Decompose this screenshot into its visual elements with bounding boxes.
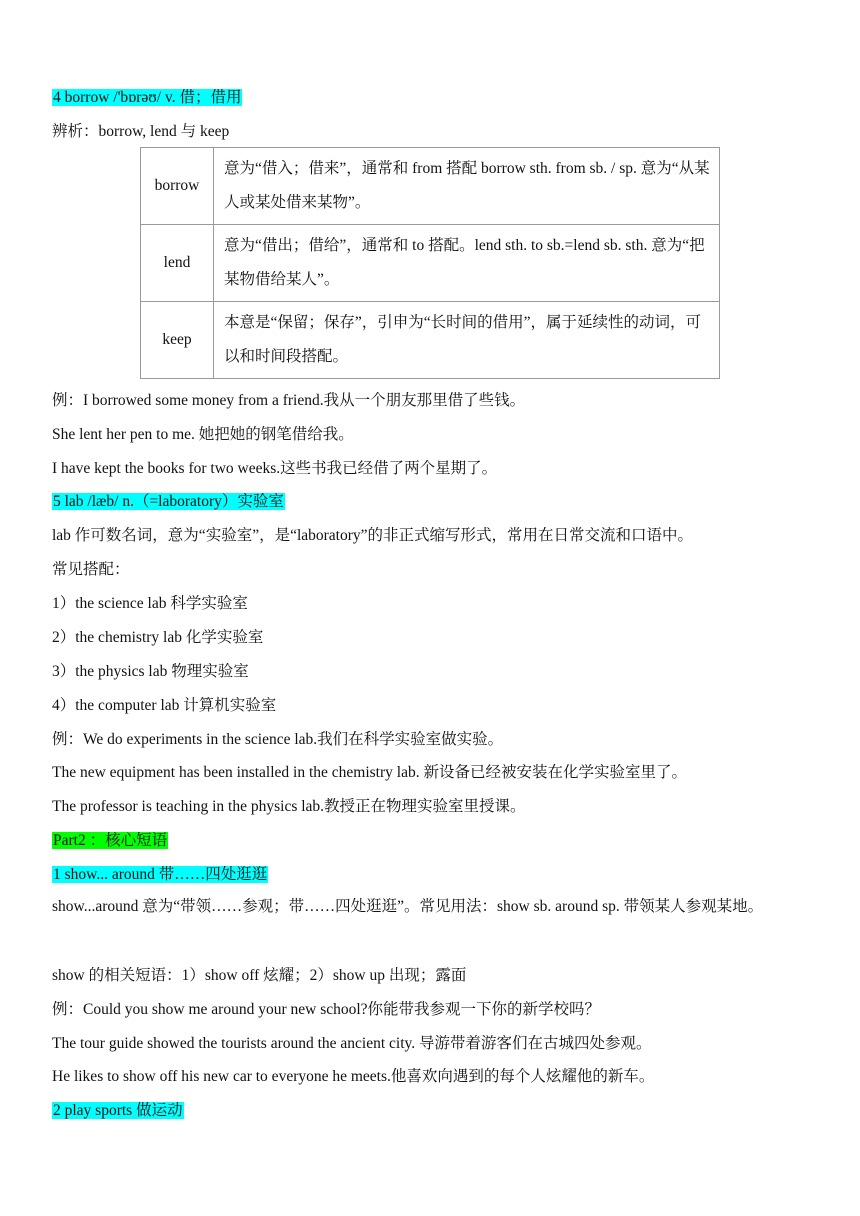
example-sentence: 例：Could you show me around your new school?你能带我参观一下你的新学校吗？: [52, 1001, 601, 1018]
phrase-description: show...around 意为“带领……参观；带……四处逛逛”。常见用法：show sb. around sp. 带领某人参观某地。: [52, 898, 764, 915]
example-sentence: 例：I borrowed some money from a friend.我从一个朋友那里借了些钱。: [52, 392, 526, 409]
example-sentence: 例：We do experiments in the science lab.我们在科学实验室做实验。: [52, 731, 504, 748]
example-sentence: I have kept the books for two weeks.这些书我已经借了两个星期了。: [52, 460, 498, 477]
table-row: [141, 302, 720, 379]
phrase-heading-show-around: 1 show... around 带……四处逛逛: [53, 866, 268, 883]
lab-description: lab 作可数名词，意为“实验室”，是“laboratory”的非正式缩写形式，常用在日常交流和口语中。: [52, 527, 694, 544]
analysis-label: 辨析：borrow, lend 与 keep: [52, 123, 230, 140]
list-item: 3）the physics lab 物理实验室: [52, 663, 249, 680]
list-item: 2）the chemistry lab 化学实验室: [52, 629, 264, 646]
related-phrases: show 的相关短语：1）show off 炫耀；2）show up 出现；露面: [52, 967, 467, 984]
collocation-label: 常见搭配：: [52, 561, 130, 578]
table-definition-cell: 意为“借出；借给”，通常和 to 搭配。lend sth. to sb.=lend sb. sth. 意为“把某物借给某人”。: [214, 225, 720, 302]
example-sentence: The tour guide showed the tourists around the ancient city. 导游带着游客们在古城四处参观。: [52, 1035, 652, 1052]
table-definition-cell: 意为“借入；借来”，通常和 from 搭配 borrow sth. from sb. / sp. 意为“从某人或某处借来某物”。: [214, 148, 720, 225]
table-word-cell: keep: [141, 302, 214, 379]
list-item: 4）the computer lab 计算机实验室: [52, 697, 277, 714]
table-definition-cell: 本意是“保留；保存”，引申为“长时间的借用”，属于延续性的动词，可以和时间段搭配。: [214, 302, 720, 379]
table-row: [141, 225, 720, 302]
table-word-cell: borrow: [141, 148, 214, 225]
section-heading-lab: 5 lab /læb/ n.（=laboratory）实验室: [53, 493, 284, 510]
example-sentence: She lent her pen to me. 她把她的钢笔借给我。: [52, 426, 354, 443]
table-row: [141, 148, 720, 225]
table-word-cell: lend: [141, 225, 214, 302]
section-heading-borrow: 4 borrow /'bɒrəʊ/ v. 借；借用: [53, 89, 242, 106]
phrase-heading-play-sports: 2 play sports 做运动: [53, 1102, 183, 1119]
list-item: 1）the science lab 科学实验室: [52, 595, 248, 612]
example-sentence: The professor is teaching in the physics lab.教授正在物理实验室里授课。: [52, 798, 526, 815]
comparison-table: [140, 147, 720, 379]
part-heading: Part2 ：核心短语: [53, 832, 168, 849]
example-sentence: He likes to show off his new car to everyone he meets.他喜欢向遇到的每个人炫耀他的新车。: [52, 1068, 655, 1085]
example-sentence: The new equipment has been installed in the chemistry lab. 新设备已经被安装在化学实验室里了。: [52, 764, 687, 781]
